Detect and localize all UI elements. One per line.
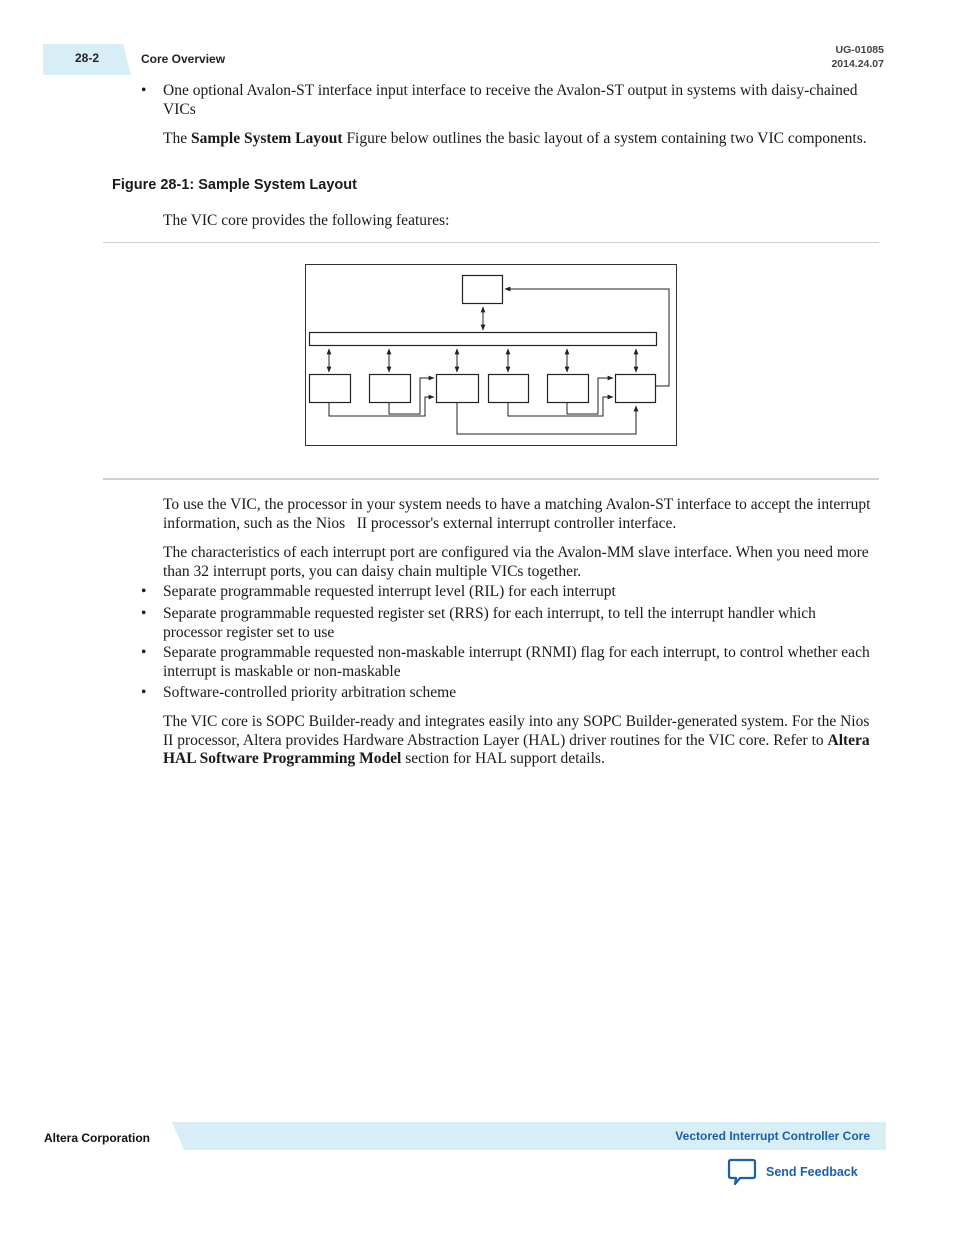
use-vic-paragraph: To use the VIC, the processor in your system needs to have a matching Avalon-ST interface to accept the interrupt information, such as the Nios II processor's external interrupt controller interface. (163, 496, 871, 532)
peripheral-block-1 (310, 375, 351, 403)
document-meta (831, 43, 884, 71)
system-layout-diagram (305, 264, 677, 446)
feature-item: Separate programmable requested interrupt level (RIL) for each interrupt (163, 583, 616, 600)
peripheral-block-2 (370, 375, 411, 403)
speech-bubble-icon (727, 1158, 757, 1186)
sopc-prefix: The VIC core is SOPC Builder-ready and integrates easily into any SOPC Builder-generated system. For the Nios II processor, Altera provides Hardware Abstraction Layer (HAL) driver routines for the VIC core. Refer to (163, 713, 870, 749)
layout-intro-prefix: The (163, 130, 191, 147)
document-id: UG-01085 (835, 44, 884, 56)
hal-model-reference[interactable]: Altera HAL Software Programming Model (163, 731, 870, 767)
document-date: 2014.24.07 (831, 58, 884, 70)
vic-block-2 (616, 375, 656, 403)
feature-item: Software-controlled priority arbitration scheme (163, 684, 457, 701)
peripheral-block-4 (548, 375, 589, 403)
sopc-suffix: section for HAL support details. (401, 750, 605, 767)
interconnect-bus (310, 333, 657, 346)
figure-bottom-rule (103, 478, 879, 480)
footer-chapter-link[interactable]: Vectored Interrupt Controller Core (675, 1129, 870, 1143)
features-intro: The VIC core provides the following features: (163, 212, 450, 229)
bullet-marker: • (141, 583, 147, 600)
figure-top-rule (103, 242, 879, 243)
bullet-marker: • (141, 684, 147, 701)
send-feedback-label: Send Feedback (766, 1165, 858, 1179)
feature-item: Separate programmable requested non-maskable interrupt (RNMI) flag for each interrupt, to control whether each interrupt is maskable or non-maskable (163, 644, 870, 680)
peripheral-block-3 (489, 375, 529, 403)
section-title: Core Overview (141, 52, 226, 66)
send-feedback-button[interactable] (727, 1158, 858, 1186)
figure-caption: Figure 28-1: Sample System Layout (112, 177, 357, 193)
vic-block-1 (437, 375, 479, 403)
sopc-paragraph (163, 713, 878, 769)
processor-block (463, 276, 503, 304)
characteristics-paragraph: The characteristics of each interrupt port are configured via the Avalon-MM slave interface. When you need more than 32 interrupt ports, you can daisy chain multiple VICs together. (163, 544, 869, 580)
bullet-marker: • (141, 605, 147, 622)
footer-company: Altera Corporation (44, 1131, 151, 1145)
page-number: 28-2 (74, 51, 100, 65)
bullet-marker: • (141, 82, 147, 99)
feature-item: Separate programmable requested register set (RRS) for each interrupt, to tell the interrupt handler which processor register set to use (163, 605, 816, 641)
bullet-marker: • (141, 644, 147, 661)
bullet-avalon-st: One optional Avalon-ST interface input interface to receive the Avalon-ST output in systems with daisy-chained VICs (163, 82, 858, 118)
layout-intro-paragraph (163, 130, 878, 149)
layout-intro-suffix: Figure below outlines the basic layout of a system containing two VIC components. (342, 130, 867, 147)
layout-intro-bold: Sample System Layout (190, 130, 343, 147)
